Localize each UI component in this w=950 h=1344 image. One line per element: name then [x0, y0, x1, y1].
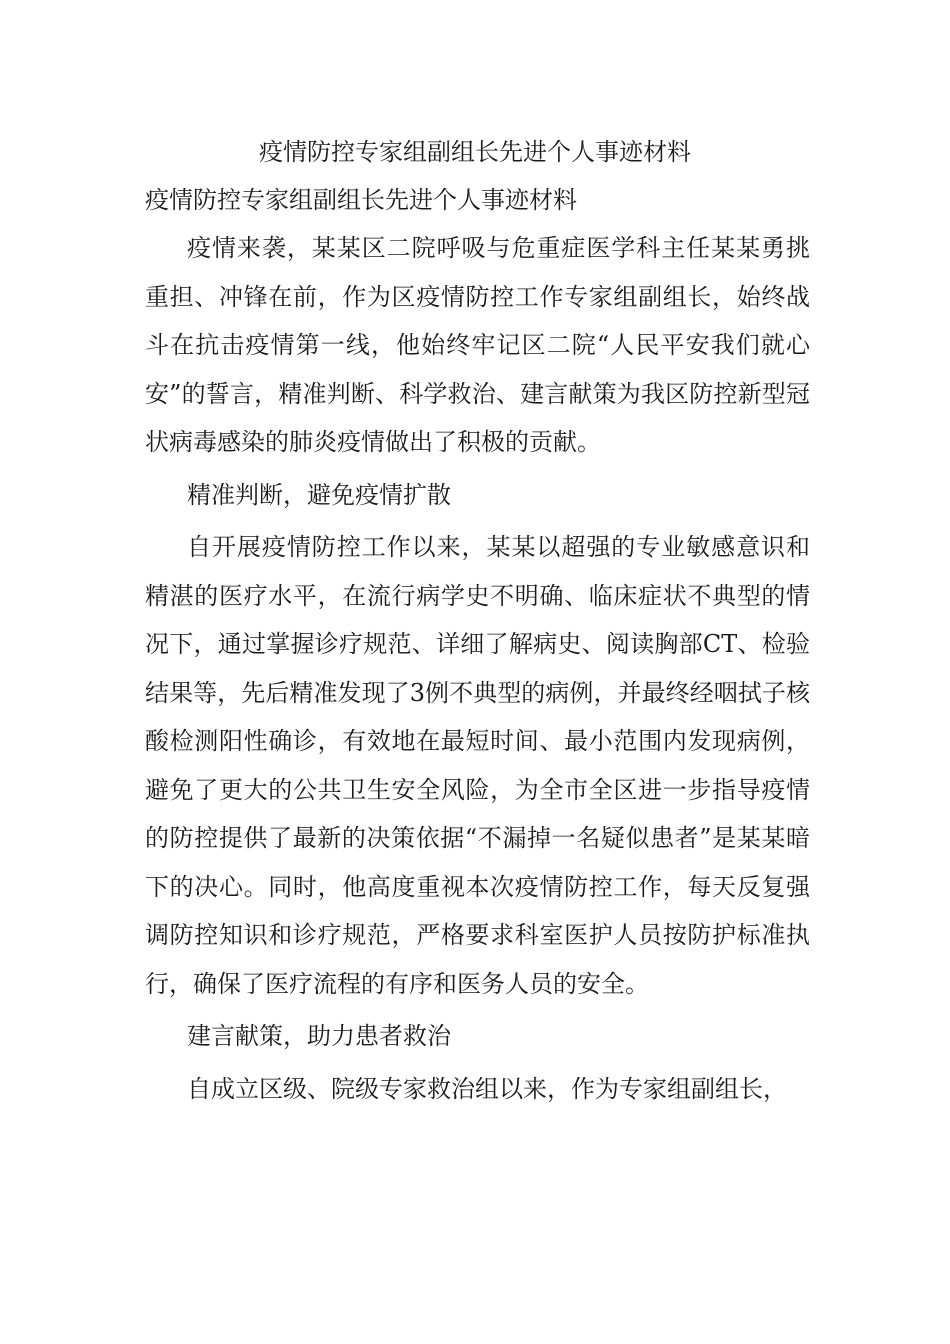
paragraph-advice: 自成立区级、院级专家救治组以来，作为专家组副组长，	[187, 1074, 787, 1103]
document-body	[145, 180, 810, 1113]
page-title: 疫情防控专家组副组长先进个人事迹材料	[259, 138, 691, 166]
paragraph-accurate-judgment: 自开展疫情防控工作以来，某某以超强的专业敏感意识和精湛的医疗水平，在流行病学史不明确、临床症状不典型的情况下，通过掌握诊疗规范、详细了解病史、阅读胸部CT、检验结果等，先后精准发现了3例不典型的病例，并最终经咽拭子核酸检测阳性确诊，有效地在最短时间、最小范围内发现病例，避免了更大的公共卫生安全风险，为全市全区进一步指导疫情的防控提供了最新的决策依据“不漏掉一名疑似患者”是某某暗下的决心。同时，他高度重视本次疫情防控工作，每天反复强调防控知识和诊疗规范，严格要求科室医护人员按防护标准执行，确保了医疗流程的有序和医务人员的安全。	[145, 533, 810, 998]
section-heading-accurate-judgment: 精准判断，避免疫情扩散	[187, 480, 451, 509]
document-subtitle: 疫情防控专家组副组长先进个人事迹材料	[145, 186, 577, 214]
paragraph-intro: 疫情来袭，某某区二院呼吸与危重症医学科主任某某勇挑重担、冲锋在前，作为区疫情防控工作专家组副组长，始终战斗在抗击疫情第一线，他始终牢记区二院“人民平安我们就心安”的誓言，精准判断、科学救治、建言献策为我区防控新型冠状病毒感染的肺炎疫情做出了积极的贡献。	[145, 234, 810, 456]
section-heading-advice: 建言献策，助力患者救治	[187, 1022, 451, 1050]
